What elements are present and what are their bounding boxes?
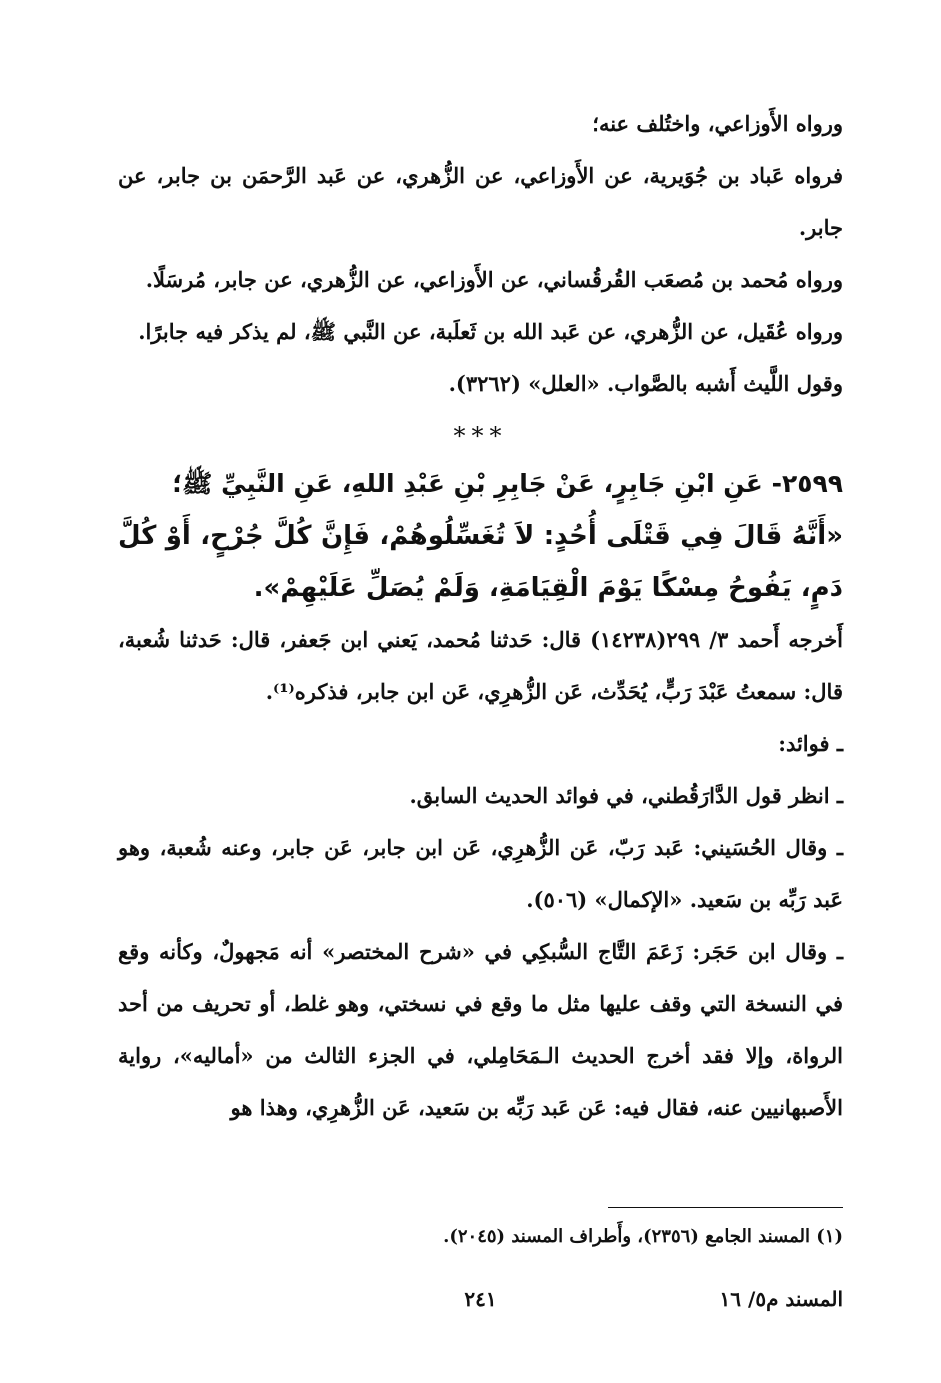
paragraph: ورواه عُقَيل، عن الزُّهري، عن عَبد الله بن ثَعلَبة، عن النَّبي ﷺ، لم يذكر فيه جابرًا. [138, 319, 843, 344]
paragraph: وقول اللَّيث أَشبه بالصَّواب. «العلل» (٣٢٦٢). [448, 371, 843, 396]
fawaid-heading: ـ فوائد: [778, 731, 843, 756]
fawaid-item: ـ وقال الحُسَيني: عَبد رَبّ، عَن الزُّهرِي، عَن ابن جابر، عَن جابر، وعنه شُعبة، وهو عَبد رَبِّه بن سَعيد. «الإكمال» (٥٠٦). [118, 835, 843, 912]
book-mark: المسند م٥/ ١٦ [719, 1287, 843, 1311]
paragraph: فرواه عَباد بن جُوَيرية، عن الأَوزاعي، عن الزُّهري، عن عَبد الرَّحمَن بن جابر، عن جابر. [118, 163, 843, 240]
fawaid-item: ـ وقال ابن حَجَر: زَعَمَ التَّاج السُّبكِي في «شرح المختصر» أنه مَجهولٌ، وكأنه وقع في النسخة التي وقف عليها مثل ما وقع في نسختي، وهو غلط، أو تحريف من أحد الرواة، وإلا فقد أخرج الحديث الـمَحَامِلي، في الجزء الثالث من «أماليه»، رواية الأَصبهانيين عنه، فقال فيه: عَن عَبد رَبِّه بن سَعيد، عَن الزُّهرِي، وهذا هو [118, 939, 843, 1120]
paragraph: ورواه مُحمد بن مُصعَب القُرقُساني، عن الأَوزاعي، عن الزُّهري، عن جابر، مُرسَلًا. [145, 267, 843, 292]
takhrij-paragraph: أَخرجه أَحمد ٣/ ٢٩٩(١٤٢٣٨) قال: حَدثنا مُحمد، يَعني ابن جَعفر، قال: حَدثنا شُعبة، قال: سمعتُ عَبْدَ رَبٍّ، يُحَدِّث، عَن الزُّهرِي، عَن ابن جابر، فذكره⁽¹⁾. [118, 627, 844, 704]
section-separator: *** [453, 422, 508, 450]
hadith-matn: «أَنَّهُ قَالَ فِي قَتْلَى أُحُدٍ: لاَ تُغَسِّلُوهُمْ، فَإِنَّ كُلَّ جُرْحٍ، أَوْ كُلَّ دَمٍ، يَفُوحُ مِسْكًا يَوْمَ الْقِيَامَةِ، وَلَمْ يُصَلِّ عَلَيْهِمْ». [118, 521, 843, 603]
hadith-isnad: ٢٥٩٩- عَنِ ابْنِ جَابِرٍ، عَنْ جَابِرِ بْنِ عَبْدِ اللهِ، عَنِ النَّبِيِّ ﷺ؛ [172, 469, 843, 498]
footnote: (١) المسند الجامع (٢٣٥٦)، وأَطراف المسند (٢٠٤٥). [443, 1226, 843, 1247]
page-body [118, 98, 843, 1134]
paragraph: ورواه الأَوزاعي، واختُلف عنه؛ [592, 111, 843, 136]
footnote-separator [608, 1207, 843, 1208]
page-number: ٢٤١ [464, 1287, 497, 1311]
fawaid-item: ـ انظر قول الدَّارَقُطني، في فوائد الحديث السابق. [409, 783, 843, 808]
